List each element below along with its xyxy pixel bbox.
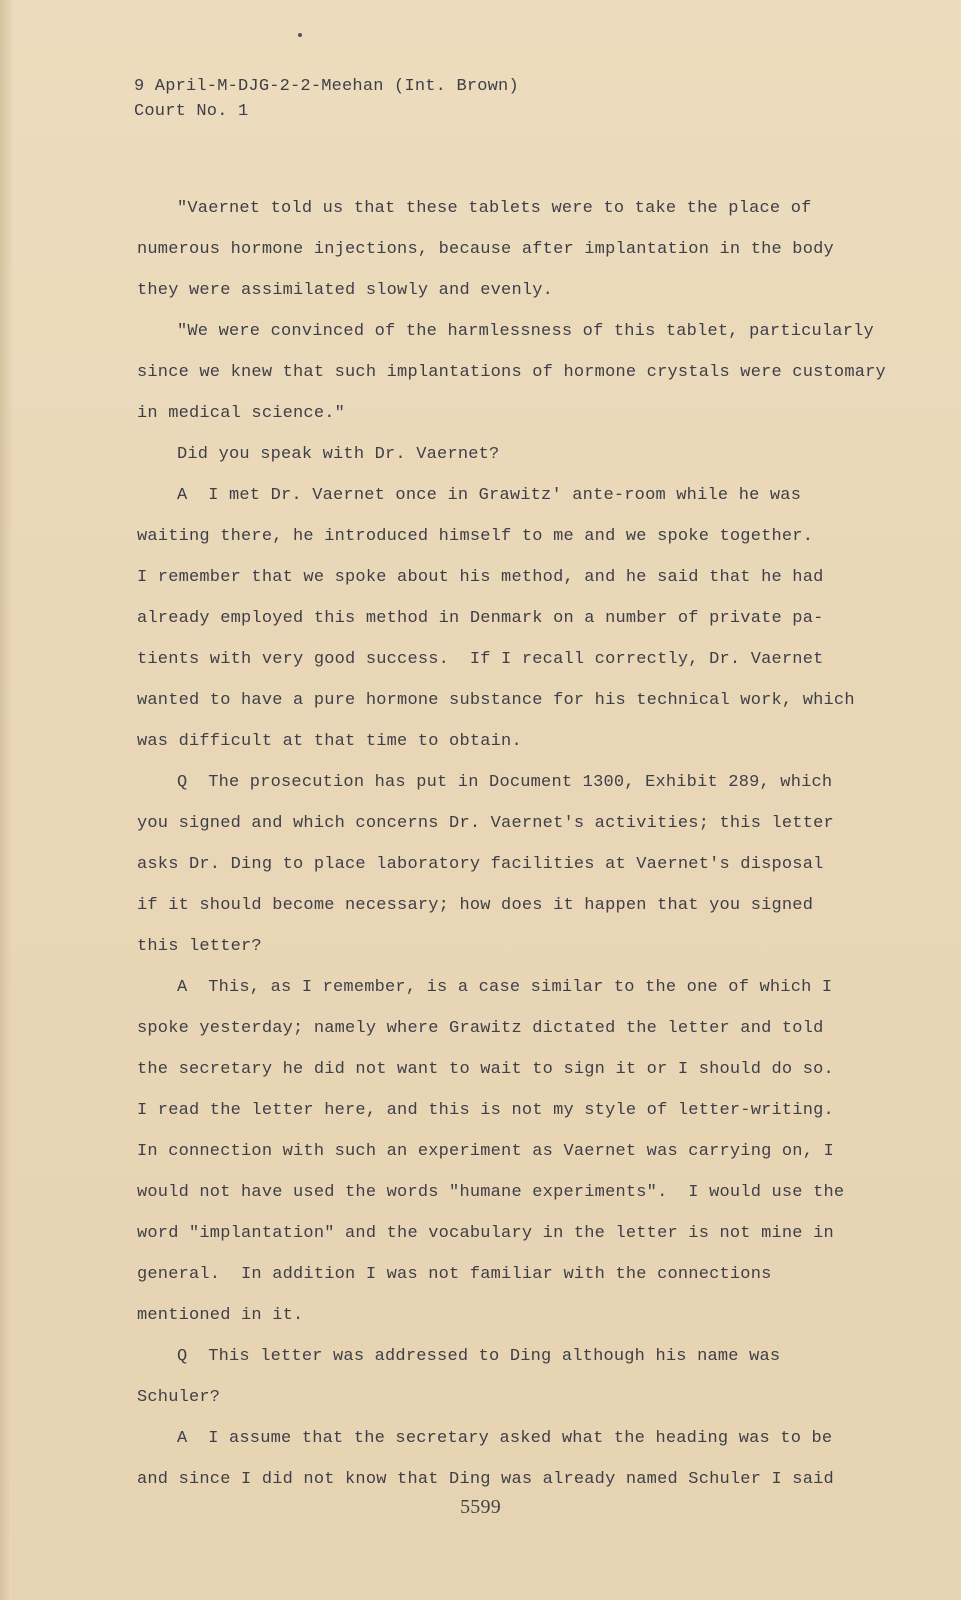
transcript-line: I remember that we spoke about his method, and he said that he had — [137, 568, 824, 587]
transcript-line: tients with very good success. If I recall correctly, Dr. Vaernet — [137, 650, 824, 669]
transcript-line: and since I did not know that Ding was already named Schuler I said — [137, 1470, 834, 1489]
transcript-line: asks Dr. Ding to place laboratory facilities at Vaernet's disposal — [137, 855, 824, 874]
transcript-line: A I assume that the secretary asked what the heading was to be — [177, 1429, 833, 1448]
paper-edge — [0, 0, 12, 1600]
transcript-line: was difficult at that time to obtain. — [137, 732, 522, 751]
transcript-line: word "implantation" and the vocabulary in the letter is not mine in — [137, 1224, 834, 1243]
page-number: 5599 — [460, 1496, 501, 1518]
transcript-line: In connection with such an experiment as Vaernet was carrying on, I — [137, 1142, 834, 1161]
transcript-line: would not have used the words "humane experiments". I would use the — [137, 1183, 845, 1202]
transcript-line: numerous hormone injections, because after implantation in the body — [137, 240, 834, 259]
transcript-line: they were assimilated slowly and evenly. — [137, 281, 554, 300]
document-header — [134, 74, 519, 124]
transcript-line: "Vaernet told us that these tablets were to take the place of — [177, 199, 812, 218]
transcript-line: Did you speak with Dr. Vaernet? — [177, 445, 500, 464]
transcript-line: "We were convinced of the harmlessness of this tablet, particularly — [177, 322, 874, 341]
transcript-line: A This, as I remember, is a case similar to the one of which I — [177, 978, 833, 997]
transcript-line: A I met Dr. Vaernet once in Grawitz' ante-room while he was — [177, 486, 802, 505]
transcript-line: Q This letter was addressed to Ding although his name was — [177, 1347, 781, 1366]
transcript-line: this letter? — [137, 937, 262, 956]
header-line-2: Court No. 1 — [134, 102, 249, 121]
transcript-line: Schuler? — [137, 1388, 221, 1407]
header-line-1: 9 April-M-DJG-2-2-Meehan (Int. Brown) — [134, 77, 519, 96]
transcript-line: spoke yesterday; namely where Grawitz dictated the letter and told — [137, 1019, 824, 1038]
transcript-line: mentioned in it. — [137, 1306, 304, 1325]
transcript-line: since we knew that such implantations of hormone crystals were customary — [137, 363, 886, 382]
transcript-line: Q The prosecution has put in Document 1300, Exhibit 289, which — [177, 773, 833, 792]
transcript-line: the secretary he did not want to wait to sign it or I should do so. — [137, 1060, 834, 1079]
transcript-body — [137, 188, 886, 1500]
transcript-line: I read the letter here, and this is not my style of letter-writing. — [137, 1101, 834, 1120]
transcript-line: waiting there, he introduced himself to me and we spoke together. — [137, 527, 814, 546]
transcript-line: you signed and which concerns Dr. Vaernet's activities; this letter — [137, 814, 834, 833]
transcript-line: if it should become necessary; how does it happen that you signed — [137, 896, 814, 915]
paper-speck — [298, 33, 302, 37]
transcript-line: general. In addition I was not familiar with the connections — [137, 1265, 772, 1284]
transcript-line: already employed this method in Denmark on a number of private pa- — [137, 609, 824, 628]
transcript-line: wanted to have a pure hormone substance for his technical work, which — [137, 691, 855, 710]
transcript-line: in medical science." — [137, 404, 346, 423]
